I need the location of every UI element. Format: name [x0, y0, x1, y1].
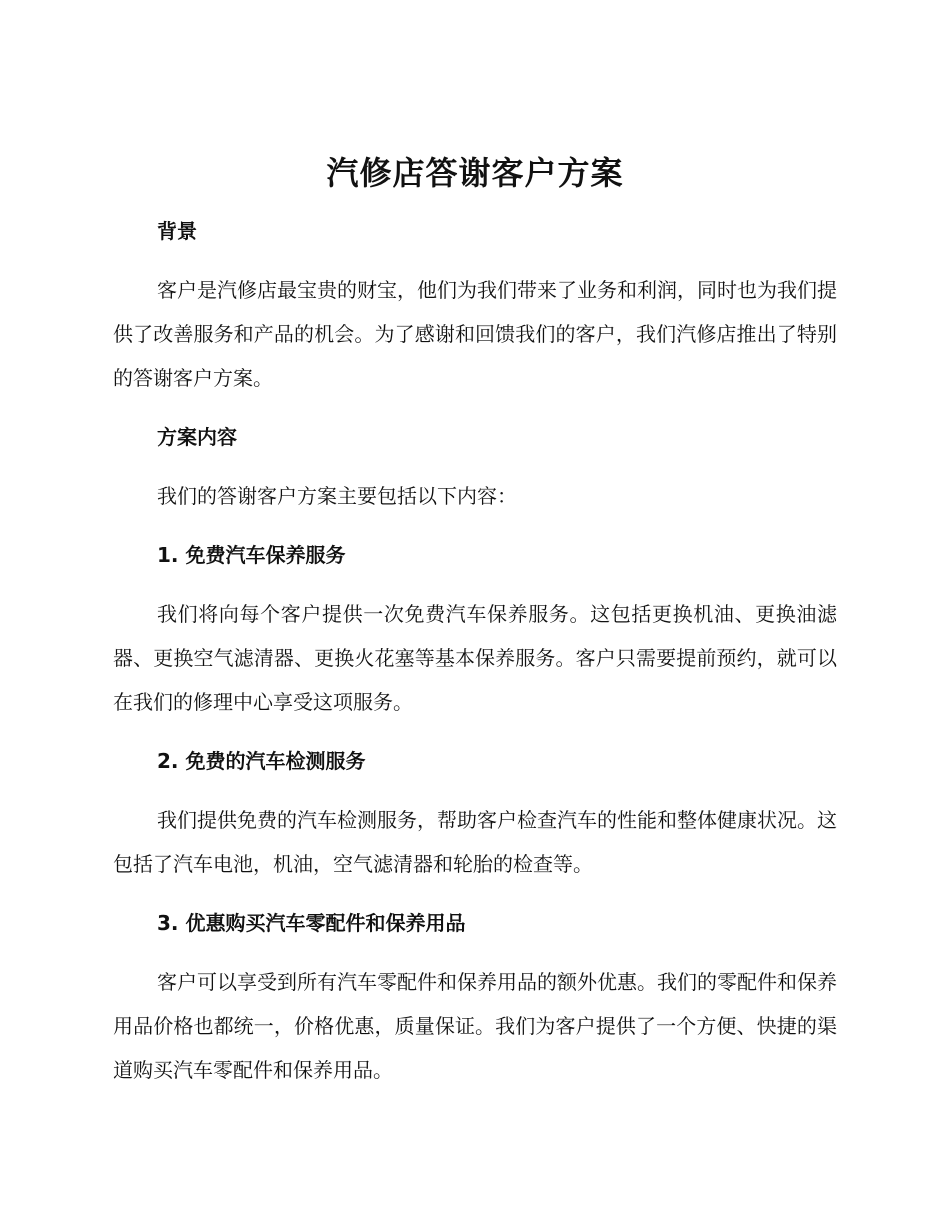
spacer: [113, 452, 837, 474]
section-heading-free-inspection: 2. 免费的汽车检测服务: [157, 749, 366, 773]
section-heading-plan-content: 方案内容: [157, 425, 237, 449]
section-heading-parts-discount: 3. 优惠购买汽车零配件和保养用品: [157, 911, 466, 935]
spacer: [113, 246, 837, 268]
spacer: [113, 570, 837, 592]
spacer: [113, 938, 837, 960]
paragraph-free-inspection: 我们提供免费的汽车检测服务，帮助客户检查汽车的性能和整体健康状况。这包括了汽车电池，机油，空气滤清器和轮胎的检查等。: [113, 808, 837, 876]
spacer: [113, 400, 837, 422]
spacer: [113, 776, 837, 798]
spacer: [113, 724, 837, 746]
section-heading-free-maintenance: 1. 免费汽车保养服务: [157, 543, 346, 567]
spacer: [113, 518, 837, 540]
paragraph-background: 客户是汽修店最宝贵的财宝，他们为我们带来了业务和利润，同时也为我们提供了改善服务和产品的机会。为了感谢和回馈我们的客户，我们汽修店推出了特别的答谢客户方案。: [113, 278, 837, 390]
paragraph-free-maintenance: 我们将向每个客户提供一次免费汽车保养服务。这包括更换机油、更换油滤器、更换空气滤清器、更换火花塞等基本保养服务。客户只需要提前预约，就可以在我们的修理中心享受这项服务。: [113, 602, 837, 714]
spacer: [113, 886, 837, 908]
paragraph-parts-discount: 客户可以享受到所有汽车零配件和保养用品的额外优惠。我们的零配件和保养用品价格也都统一，价格优惠，质量保证。我们为客户提供了一个方便、快捷的渠道购买汽车零配件和保养用品。: [113, 970, 837, 1082]
document-title: 汽修店答谢客户方案: [326, 154, 624, 192]
section-heading-background: 背景: [157, 219, 197, 243]
paragraph-plan-content: 我们的答谢客户方案主要包括以下内容：: [157, 484, 517, 508]
